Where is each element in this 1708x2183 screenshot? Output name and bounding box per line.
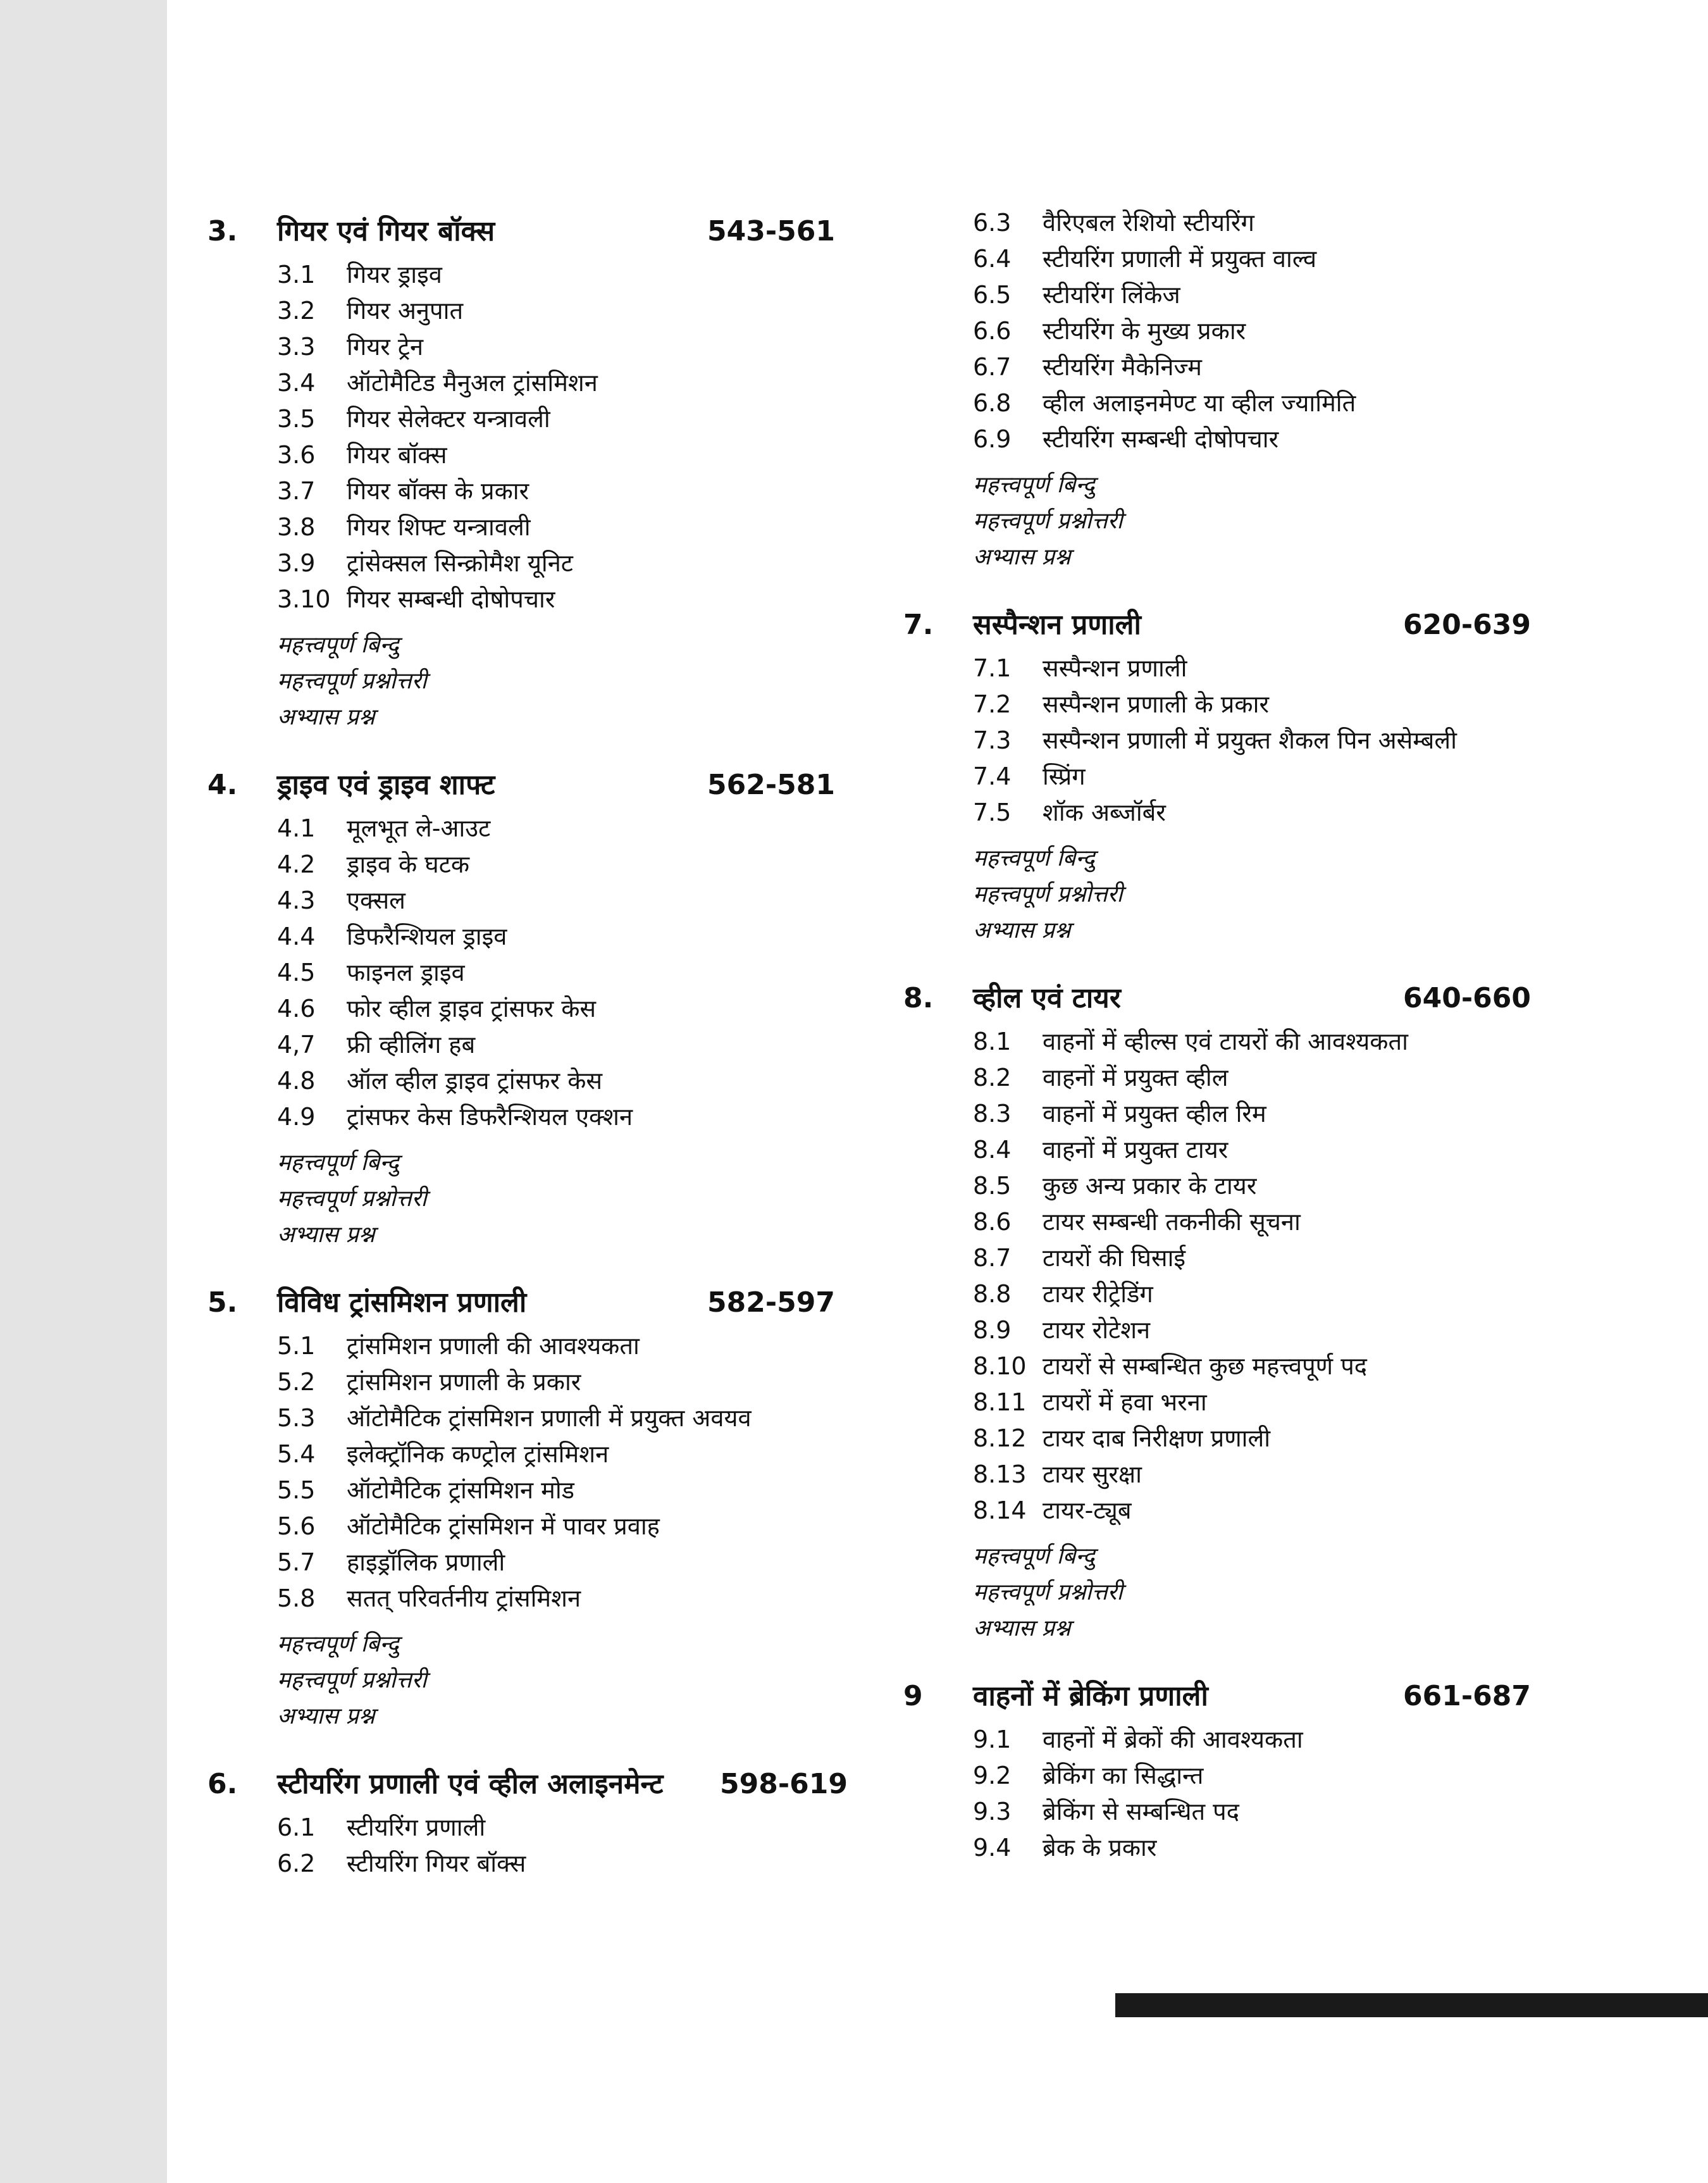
section-title: डिफरैन्शियल ड्राइव (347, 923, 507, 950)
section-title: स्टीयरिंग के मुख्य प्रकार (1043, 317, 1246, 345)
chapter-end-matter (202, 627, 835, 735)
end-matter-item[interactable]: महत्त्वपूर्ण प्रश्नोत्तरी (277, 668, 427, 694)
section-number: 3.1 (277, 261, 316, 289)
section-number: 5.3 (277, 1404, 316, 1432)
section-title: ट्रांसमिशन प्रणाली की आवश्यकता (347, 1332, 640, 1360)
section-number: 8.4 (973, 1136, 1012, 1164)
toc-section-entry[interactable] (898, 759, 1531, 795)
section-title: टायरों से सम्बन्धित कुछ महत्त्वपूर्ण पद (1043, 1352, 1367, 1380)
section-number: 3.5 (277, 405, 316, 433)
chapter-title: वाहनों में ब्रेकिंग प्रणाली (973, 1680, 1208, 1712)
toc-section-entry[interactable] (202, 1509, 835, 1545)
end-matter-item[interactable]: महत्त्वपूर्ण प्रश्नोत्तरी (973, 881, 1123, 907)
chapter-title: व्हील एवं टायर (973, 982, 1121, 1014)
section-title: टायर सुरक्षा (1043, 1460, 1142, 1488)
section-title: स्प्रिंग (1043, 762, 1086, 790)
section-title: वाहनों में व्हील्स एवं टायरों की आवश्यकता (1043, 1028, 1408, 1055)
section-title: ड्राइव के घटक (347, 850, 470, 878)
section-title: ऑटोमैटिड मैनुअल ट्रांसमिशन (347, 369, 598, 397)
toc-section-entry[interactable] (202, 811, 835, 847)
toc-section-entry[interactable] (202, 366, 835, 402)
section-number: 7.4 (973, 762, 1012, 790)
section-number: 6.7 (973, 353, 1012, 381)
end-matter-item[interactable]: महत्त्वपूर्ण प्रश्नोत्तरी (277, 1667, 427, 1693)
chapter-title: विविध ट्रांसमिशन प्रणाली (277, 1286, 527, 1319)
section-number: 8.11 (973, 1388, 1027, 1416)
toc-section-entry[interactable] (898, 1457, 1531, 1493)
chapter-number: 7. (903, 609, 934, 641)
section-title: टायर सम्बन्धी तकनीकी सूचना (1043, 1208, 1301, 1236)
toc-section-entry[interactable] (202, 847, 835, 883)
toc-section-entry[interactable] (202, 1846, 835, 1882)
toc-section-entry[interactable] (898, 1831, 1531, 1867)
section-title: टायर रोटेशन (1043, 1316, 1151, 1344)
toc-section-entry[interactable] (898, 1241, 1531, 1277)
section-title: कुछ अन्य प्रकार के टायर (1043, 1172, 1257, 1200)
section-number: 9.4 (973, 1834, 1012, 1862)
toc-section-entry[interactable] (202, 1028, 835, 1064)
section-number: 4.6 (277, 995, 316, 1023)
section-title: ऑटोमैटिक ट्रांसमिशन प्रणाली में प्रयुक्त अवयव (347, 1404, 752, 1432)
section-title: वाहनों में ब्रेकों की आवश्यकता (1043, 1726, 1303, 1753)
section-title: स्टीयरिंग प्रणाली (347, 1813, 486, 1841)
section-number: 4.8 (277, 1067, 316, 1095)
section-title: गियर ट्रेन (347, 333, 424, 361)
toc-section-entry[interactable] (898, 386, 1531, 422)
chapter-end-matter (898, 467, 1531, 575)
chapter-number: 8. (903, 982, 934, 1014)
section-number: 3.8 (277, 513, 316, 541)
section-number: 4,7 (277, 1031, 316, 1059)
section-number: 3.9 (277, 549, 316, 577)
section-number: 5.7 (277, 1548, 316, 1576)
section-number: 4.9 (277, 1103, 316, 1131)
section-number: 7.3 (973, 726, 1012, 754)
toc-section-entry[interactable] (898, 1097, 1531, 1133)
end-matter-item[interactable]: महत्त्वपूर्ण प्रश्नोत्तरी (973, 508, 1123, 534)
section-number: 7.5 (973, 799, 1012, 826)
toc-chapter (202, 1277, 835, 1734)
end-matter-item[interactable]: महत्त्वपूर्ण प्रश्नोत्तरी (277, 1186, 427, 1212)
section-title: गियर बॉक्स (347, 441, 447, 469)
toc-section-entry[interactable] (898, 206, 1531, 242)
section-number: 8.5 (973, 1172, 1012, 1200)
chapter-heading[interactable] (898, 599, 1531, 651)
toc-section-entry[interactable] (202, 258, 835, 294)
toc-section-entry[interactable] (202, 1810, 835, 1846)
section-number: 5.5 (277, 1476, 316, 1504)
section-title: टायर रीट्रेडिंग (1043, 1280, 1153, 1308)
section-title: स्टीयरिंग प्रणाली में प्रयुक्त वाल्व (1043, 245, 1317, 273)
end-matter-item[interactable]: महत्त्वपूर्ण बिन्दु (277, 1150, 399, 1176)
toc-chapter (202, 759, 835, 1253)
toc-chapter (898, 973, 1531, 1646)
section-number: 8.9 (973, 1316, 1012, 1344)
chapter-heading[interactable] (898, 973, 1531, 1024)
chapter-page-range: 582-597 (707, 1286, 835, 1319)
chapter-heading[interactable] (202, 759, 835, 811)
section-number: 6.6 (973, 317, 1012, 345)
toc-section-entry[interactable] (898, 1385, 1531, 1421)
toc-chapter (898, 599, 1531, 948)
section-number: 5.4 (277, 1440, 316, 1468)
chapter-number: 4. (207, 769, 238, 801)
toc-section-entry[interactable] (898, 314, 1531, 350)
section-number: 6.2 (277, 1850, 316, 1877)
toc-section-entry[interactable] (202, 1437, 835, 1473)
toc-section-entry[interactable] (898, 1205, 1531, 1241)
section-number: 6.3 (973, 209, 1012, 237)
section-number: 5.8 (277, 1584, 316, 1612)
section-title: ट्रांसेक्सल सिन्क्रोमैश यूनिट (347, 549, 573, 577)
chapter-heading[interactable] (898, 1670, 1531, 1722)
section-title: गियर सम्बन्धी दोषोपचार (347, 585, 555, 613)
end-matter-item[interactable]: अभ्यास प्रश्न (277, 1703, 375, 1729)
toc-section-entry[interactable] (898, 422, 1531, 458)
end-matter-item[interactable]: महत्त्वपूर्ण बिन्दु (277, 1631, 399, 1657)
toc-section-entry[interactable] (898, 1722, 1531, 1758)
section-title: हाइड्रॉलिक प्रणाली (347, 1548, 505, 1576)
toc-section-entry[interactable] (898, 1794, 1531, 1831)
toc-section-entry[interactable] (202, 510, 835, 546)
section-title: फ्री व्हीलिंग हब (347, 1031, 476, 1059)
toc-section-entry[interactable] (898, 651, 1531, 687)
toc-right-column (898, 206, 1531, 1891)
section-title: इलेक्ट्रॉनिक कण्ट्रोल ट्रांसमिशन (347, 1440, 609, 1468)
section-title: गियर सेलेक्टर यन्त्रावली (347, 405, 550, 433)
end-matter-item[interactable]: अभ्यास प्रश्न (277, 1222, 375, 1248)
toc-section-entry[interactable] (202, 474, 835, 510)
section-number: 8.13 (973, 1460, 1027, 1488)
section-number: 5.2 (277, 1368, 316, 1396)
section-number: 8.10 (973, 1352, 1027, 1380)
chapter-page-range: 598-619 (720, 1768, 848, 1800)
section-title: सस्पैन्शन प्रणाली के प्रकार (1043, 690, 1269, 718)
section-title: मूलभूत ले-आउट (347, 814, 491, 842)
section-title: टायरों में हवा भरना (1043, 1388, 1207, 1416)
toc-section-entry[interactable] (898, 278, 1531, 314)
section-number: 8.3 (973, 1100, 1012, 1128)
section-title: वैरिएबल रेशियो स्टीयरिंग (1043, 209, 1254, 237)
chapter-heading[interactable] (202, 206, 835, 258)
section-title: ब्रेक के प्रकार (1043, 1834, 1157, 1862)
toc-section-entry[interactable] (202, 1100, 835, 1136)
toc-section-entry[interactable] (898, 1060, 1531, 1097)
section-number: 6.1 (277, 1813, 316, 1841)
toc-section-entry[interactable] (898, 687, 1531, 723)
section-title: फाइनल ड्राइव (347, 959, 465, 986)
section-number: 6.8 (973, 389, 1012, 417)
toc-section-entry[interactable] (898, 242, 1531, 278)
toc-section-entry[interactable] (898, 1313, 1531, 1349)
section-number: 3.2 (277, 297, 316, 325)
end-matter-item[interactable]: महत्त्वपूर्ण बिन्दु (973, 845, 1095, 871)
toc-chapter (202, 206, 835, 735)
section-number: 8.1 (973, 1028, 1012, 1055)
chapter-end-matter (202, 1626, 835, 1734)
chapter-page-range: 640-660 (1403, 982, 1531, 1014)
end-matter-item[interactable]: महत्त्वपूर्ण बिन्दु (973, 472, 1095, 498)
section-number: 3.10 (277, 585, 331, 613)
section-title: ब्रेकिंग से सम्बन्धित पद (1043, 1798, 1239, 1825)
section-title: सस्पैन्शन प्रणाली में प्रयुक्त शैकल पिन असेम्बली (1043, 726, 1457, 754)
chapter-number: 6. (207, 1768, 238, 1800)
section-title: स्टीयरिंग सम्बन्धी दोषोपचार (1043, 425, 1279, 453)
end-matter-item[interactable]: अभ्यास प्रश्न (973, 544, 1071, 570)
chapter-title: ड्राइव एवं ड्राइव शाफ्ट (277, 769, 495, 801)
section-title: स्टीयरिंग लिंकेज (1043, 281, 1180, 309)
footer-rule (1115, 1993, 1708, 2017)
toc-section-entry[interactable] (202, 438, 835, 474)
chapter-end-matter (202, 1145, 835, 1253)
section-number: 4.4 (277, 923, 316, 950)
section-title: टायर दाब निरीक्षण प्रणाली (1043, 1424, 1271, 1452)
section-title: ट्रांसफर केस डिफरैन्शियल एक्शन (347, 1103, 633, 1131)
section-number: 8.14 (973, 1496, 1027, 1524)
toc-section-entry[interactable] (202, 1365, 835, 1401)
section-number: 7.2 (973, 690, 1012, 718)
section-title: ऑल व्हील ड्राइव ट्रांसफर केस (347, 1067, 603, 1095)
section-number: 9.1 (973, 1726, 1012, 1753)
page-gutter (0, 0, 167, 2183)
toc-section-entry[interactable] (898, 1133, 1531, 1169)
section-title: ब्रेकिंग का सिद्धान्त (1043, 1762, 1204, 1789)
section-title: वाहनों में प्रयुक्त टायर (1043, 1136, 1228, 1164)
section-number: 9.2 (973, 1762, 1012, 1789)
section-number: 4.3 (277, 886, 316, 914)
section-number: 5.1 (277, 1332, 316, 1360)
section-number: 8.2 (973, 1064, 1012, 1092)
chapter-number: 9 (903, 1680, 923, 1712)
section-title: स्टीयरिंग गियर बॉक्स (347, 1850, 526, 1877)
section-title: गियर शिफ्ट यन्त्रावली (347, 513, 531, 541)
section-title: ऑटोमैटिक ट्रांसमिशन मोड (347, 1476, 575, 1504)
section-title: ऑटोमैटिक ट्रांसमिशन में पावर प्रवाह (347, 1512, 660, 1540)
toc-section-entry[interactable] (202, 1064, 835, 1100)
toc-left-column (202, 206, 848, 1906)
toc-section-entry[interactable] (898, 1024, 1531, 1060)
section-number: 3.6 (277, 441, 316, 469)
toc-section-entry[interactable] (202, 883, 835, 919)
toc-section-entry[interactable] (202, 582, 835, 618)
chapter-number: 5. (207, 1286, 238, 1319)
section-title: फोर व्हील ड्राइव ट्रांसफर केस (347, 995, 597, 1023)
section-number: 3.4 (277, 369, 316, 397)
toc-chapter (898, 1670, 1531, 1867)
toc-section-entry[interactable] (898, 1277, 1531, 1313)
toc-section-entry[interactable] (202, 294, 835, 330)
section-title: टायर-ट्यूब (1043, 1496, 1132, 1524)
chapter-title: गियर एवं गियर बॉक्स (277, 215, 495, 247)
section-number: 8.7 (973, 1244, 1012, 1272)
section-number: 6.9 (973, 425, 1012, 453)
toc-section-entry[interactable] (202, 1581, 835, 1617)
chapter-page-range: 620-639 (1403, 609, 1531, 641)
section-title: गियर ड्राइव (347, 261, 442, 289)
chapter-number: 3. (207, 215, 238, 247)
toc-section-entry[interactable] (202, 919, 835, 955)
section-title: व्हील अलाइनमेण्ट या व्हील ज्यामिति (1043, 389, 1356, 417)
section-title: ट्रांसमिशन प्रणाली के प्रकार (347, 1368, 581, 1396)
section-title: सस्पैन्शन प्रणाली (1043, 654, 1187, 682)
toc-section-entry[interactable] (202, 1545, 835, 1581)
chapter-page-range: 562-581 (707, 769, 835, 801)
end-matter-item[interactable]: अभ्यास प्रश्न (973, 1615, 1071, 1641)
toc-chapter (898, 206, 1531, 575)
toc-chapter (202, 1758, 848, 1882)
section-title: एक्सल (347, 886, 405, 914)
toc-section-entry[interactable] (898, 1349, 1531, 1385)
toc-section-entry[interactable] (898, 1493, 1531, 1529)
section-number: 6.5 (973, 281, 1012, 309)
section-number: 5.6 (277, 1512, 316, 1540)
end-matter-item[interactable]: महत्त्वपूर्ण प्रश्नोत्तरी (973, 1579, 1123, 1605)
section-number: 6.4 (973, 245, 1012, 273)
chapter-end-matter (898, 1538, 1531, 1646)
toc-section-entry[interactable] (202, 955, 835, 992)
toc-section-entry[interactable] (898, 350, 1531, 386)
chapter-page-range: 543-561 (707, 215, 835, 247)
section-number: 9.3 (973, 1798, 1012, 1825)
chapter-heading[interactable] (202, 1758, 848, 1810)
section-title: गियर अनुपात (347, 297, 464, 325)
chapter-end-matter (898, 840, 1531, 948)
end-matter-item[interactable]: महत्त्वपूर्ण बिन्दु (973, 1543, 1095, 1569)
section-number: 8.12 (973, 1424, 1027, 1452)
section-number: 4.1 (277, 814, 316, 842)
section-number: 3.3 (277, 333, 316, 361)
toc-section-entry[interactable] (202, 330, 835, 366)
toc-section-entry[interactable] (898, 1421, 1531, 1457)
chapter-title: स्टीयरिंग प्रणाली एवं व्हील अलाइनमेन्ट (277, 1768, 664, 1800)
section-title: वाहनों में प्रयुक्त व्हील (1043, 1064, 1228, 1092)
chapter-title: सस्पैन्शन प्रणाली (973, 609, 1141, 641)
section-title: वाहनों में प्रयुक्त व्हील रिम (1043, 1100, 1266, 1128)
toc-section-entry[interactable] (898, 795, 1531, 831)
toc-section-entry[interactable] (202, 546, 835, 582)
section-title: शॉक अब्जॉर्बर (1043, 799, 1166, 826)
end-matter-item[interactable]: महत्त्वपूर्ण बिन्दु (277, 632, 399, 658)
toc-section-entry[interactable] (202, 992, 835, 1028)
section-number: 8.8 (973, 1280, 1012, 1308)
end-matter-item[interactable]: अभ्यास प्रश्न (277, 704, 375, 730)
section-number: 3.7 (277, 477, 316, 505)
toc-section-entry[interactable] (202, 1401, 835, 1437)
section-title: गियर बॉक्स के प्रकार (347, 477, 529, 505)
toc-section-entry[interactable] (898, 1758, 1531, 1794)
end-matter-item[interactable]: अभ्यास प्रश्न (973, 917, 1071, 943)
toc-section-entry[interactable] (898, 1169, 1531, 1205)
section-title: स्टीयरिंग मैकेनिज्म (1043, 353, 1202, 381)
toc-section-entry[interactable] (898, 723, 1531, 759)
section-number: 4.2 (277, 850, 316, 878)
section-number: 4.5 (277, 959, 316, 986)
section-title: टायरों की घिसाई (1043, 1244, 1186, 1272)
chapter-page-range: 661-687 (1403, 1680, 1531, 1712)
toc-section-entry[interactable] (202, 1329, 835, 1365)
section-title: सतत् परिवर्तनीय ट्रांसमिशन (347, 1584, 581, 1612)
section-number: 7.1 (973, 654, 1012, 682)
toc-section-entry[interactable] (202, 402, 835, 438)
section-number: 8.6 (973, 1208, 1012, 1236)
chapter-heading[interactable] (202, 1277, 835, 1329)
toc-section-entry[interactable] (202, 1473, 835, 1509)
